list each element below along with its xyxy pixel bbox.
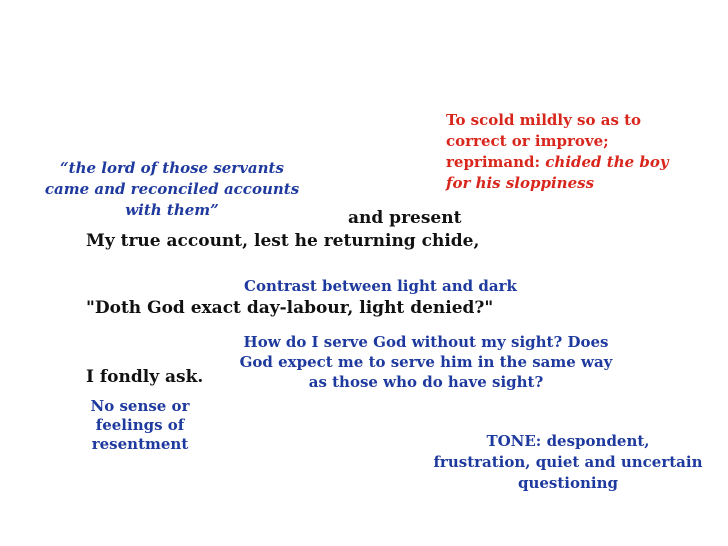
question-line: God expect me to serve him in the same way [239,353,613,371]
tone-line: frustration, quiet and uncertain [433,453,703,471]
resentment-annotation [82,397,198,454]
chide-definition [446,110,716,194]
resentment-line: resentment [91,435,189,453]
definition-prefix: reprimand: [446,153,546,171]
resentment-line: feelings of [95,416,185,434]
tone-line: questioning [517,474,618,492]
tone-annotation [428,431,708,494]
definition-example: chided the boy [545,153,669,171]
question-line: How do I serve God without my sight? Does [243,333,609,351]
bible-quote-annotation [36,158,308,221]
resentment-line: No sense or [90,397,190,415]
tone-line: TONE: despondent, [486,432,650,450]
poem-line-3: "Doth God exact day-labour, light denied?" [86,298,494,318]
poem-line-1: and present [348,208,462,228]
definition-line [446,152,716,173]
quote-line: came and reconciled accounts [44,180,300,198]
definition-line: To scold mildly so as to [446,111,642,129]
definition-example-line: for his sloppiness [446,174,595,192]
contrast-annotation: Contrast between light and dark [244,277,517,295]
question-line: as those who do have sight? [308,373,544,391]
definition-line: correct or improve; [446,132,609,150]
question-annotation [226,332,626,392]
quote-line: “the lord of those servants [60,159,284,177]
quote-line: with them” [125,201,219,219]
poem-line-2: My true account, lest he returning chide, [86,231,480,251]
poem-line-4: I fondly ask. [86,367,204,387]
